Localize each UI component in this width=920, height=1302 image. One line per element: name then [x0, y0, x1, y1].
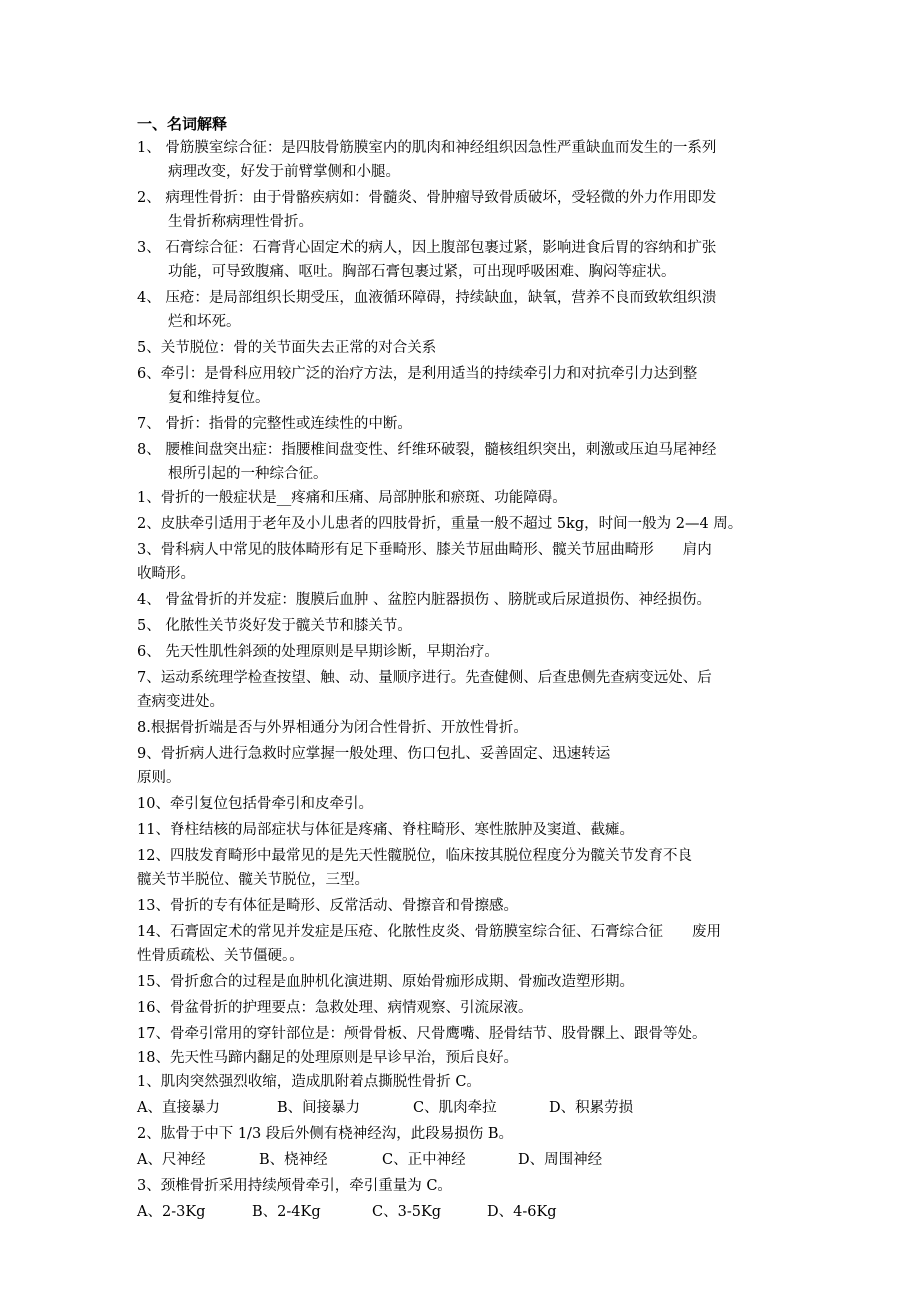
fill-in-continuation: 髋关节半脱位、髋关节脱位，三型。: [137, 872, 369, 888]
fill-in-continuation: 原则。: [137, 770, 181, 786]
option-b: B、2-4Kg: [252, 1204, 321, 1220]
definition-item: [137, 136, 785, 184]
definition-line: 1、 骨筋膜室综合征：是四肢骨筋膜室内的肌肉和神经组织因急性严重缺血而发生的一系列: [137, 140, 717, 156]
option-a: A、2-3Kg: [137, 1204, 206, 1220]
definition-line: 7、 骨折：指骨的完整性或连续性的中断。: [137, 416, 412, 432]
option-c: C、正中神经: [382, 1152, 466, 1168]
fill-in-item: [137, 742, 785, 790]
fill-in-item: [137, 970, 785, 994]
option-a: A、直接暴力: [137, 1100, 220, 1116]
definition-item: [137, 236, 785, 284]
definition-continuation: 病理改变，好发于前臂掌侧和小腿。: [168, 164, 400, 180]
definition-line: 8、 腰椎间盘突出症：指腰椎间盘变性、纤维环破裂，髓核组织突出，刺激或压迫马尾神经: [137, 442, 717, 458]
fill-in-line: 8.根据骨折端是否与外界相通分为闭合性骨折、开放性骨折。: [137, 720, 528, 736]
definition-line: 2、 病理性骨折：由于骨骼疾病如：骨髓炎、骨肿瘤导致骨质破坏，受轻微的外力作用即发: [137, 190, 717, 206]
question-text: 2、肱骨于中下 1/3 段后外侧有桡神经沟，此段易损伤 B。: [137, 1126, 514, 1142]
section-heading: 一、名词解释: [137, 115, 228, 133]
definition-item: [137, 438, 785, 486]
definition-item: [137, 362, 785, 410]
fill-in-line: 6、 先天性肌性斜颈的处理原则是早期诊断，早期治疗。: [137, 644, 499, 660]
fill-in-item: [137, 1022, 785, 1046]
fill-in-line: 2、皮肤牵引适用于老年及小儿患者的四肢骨折，重量一般不超过 5kg，时间一般为 2—4 周。: [137, 516, 743, 532]
fill-in-item: [137, 792, 785, 816]
options-row: [137, 1096, 785, 1120]
fill-in-line: 15、骨折愈合的过程是血肿机化演进期、原始骨痂形成期、骨痂改造塑形期。: [137, 974, 634, 990]
fill-in-item: [137, 716, 785, 740]
option-c: C、3-5Kg: [372, 1204, 442, 1220]
option-d: D、周围神经: [518, 1152, 603, 1168]
definition-line: 4、 压疮：是局部组织长期受压，血液循环障碍，持续缺血，缺氧，营养不良而致软组织溃: [137, 290, 717, 306]
fill-in-line: 3、骨科病人中常见的肢体畸形有足下垂畸形、膝关节屈曲畸形、髋关节屈曲畸形 肩内: [137, 542, 712, 558]
fill-in-line: 4、 骨盆骨折的并发症：腹膜后血肿 、盆腔内脏器损伤 、膀胱或后尿道损伤、神经损伤。: [137, 592, 712, 608]
definitions-list: [137, 136, 785, 486]
fill-in-line: 14、石膏固定术的常见并发症是压疮、化脓性皮炎、骨筋膜室综合征、石膏综合征 废用: [137, 924, 721, 940]
fill-in-line: 11、脊柱结核的局部症状与体征是疼痛、脊柱畸形、寒性脓肿及窦道、截瘫。: [137, 822, 634, 838]
option-d: D、积累劳损: [549, 1100, 634, 1116]
fill-in-continuation: 收畸形。: [137, 566, 195, 582]
fill-in-line: 9、骨折病人进行急救时应掌握一般处理、伤口包扎、妥善固定、迅速转运: [137, 746, 611, 762]
definition-line: 6、牵引：是骨科应用较广泛的治疗方法，是利用适当的持续牵引力和对抗牵引力达到整: [137, 366, 698, 382]
definition-continuation: 根所引起的一种综合征。: [168, 466, 328, 482]
options-row: [137, 1148, 785, 1172]
definition-line: 5、关节脱位：骨的关节面失去正常的对合关系: [137, 340, 437, 356]
fill-in-line: 5、 化脓性关节炎好发于髋关节和膝关节。: [137, 618, 412, 634]
fill-in-item: [137, 844, 785, 892]
choice-list: [137, 1070, 785, 1224]
fill-in-item: [137, 894, 785, 918]
fill-in-line: 7、运动系统理学检查按望、触、动、量顺序进行。先查健侧、后查患侧先查病变远处、后: [137, 670, 712, 686]
question-text: 3、颈椎骨折采用持续颅骨牵引，牵引重量为 C。: [137, 1178, 452, 1194]
fill-in-line: 17、骨牵引常用的穿针部位是：颅骨骨板、尺骨鹰嘴、胫骨结节、股骨髁上、跟骨等处。: [137, 1026, 707, 1042]
definition-continuation: 复和维持复位。: [168, 390, 270, 406]
fill-in-line: 16、骨盆骨折的护理要点：急救处理、病情观察、引流尿液。: [137, 1000, 533, 1016]
fill-in-line: 12、四肢发育畸形中最常见的是先天性髋脱位，临床按其脱位程度分为髋关节发育不良: [137, 848, 692, 864]
option-b: B、间接暴力: [277, 1100, 361, 1116]
definition-continuation: 烂和坏死。: [168, 314, 241, 330]
fill-in-line: 10、牵引复位包括骨牵引和皮牵引。: [137, 796, 373, 812]
option-c: C、肌肉牵拉: [413, 1100, 497, 1116]
fill-in-item: [137, 666, 785, 714]
fill-in-item: [137, 486, 785, 510]
option-a: A、尺神经: [137, 1152, 206, 1168]
fill-in-item: [137, 996, 785, 1020]
fill-in-item: [137, 640, 785, 664]
fill-in-item: [137, 538, 785, 586]
fill-in-item: [137, 920, 785, 968]
definition-continuation: 功能，可导致腹痛、呕吐。胸部石膏包裹过紧，可出现呼吸困难、胸闷等症状。: [168, 264, 676, 280]
fill-in-line: 18、先天性马蹄内翻足的处理原则是早诊早治，预后良好。: [137, 1050, 518, 1066]
fill-in-item: [137, 588, 785, 612]
fill-in-list: [137, 486, 785, 1070]
choice-question: [137, 1070, 785, 1120]
fill-in-line: 1、骨折的一般症状是__疼痛和压痛、局部肿胀和瘀斑、功能障碍。: [137, 490, 567, 506]
fill-in-item: [137, 512, 785, 536]
fill-in-item: [137, 818, 785, 842]
fill-in-continuation: 查病变进处。: [137, 694, 224, 710]
fill-in-line: 13、骨折的专有体征是畸形、反常活动、骨擦音和骨擦感。: [137, 898, 518, 914]
definition-item: [137, 336, 785, 360]
choice-question: [137, 1174, 785, 1224]
option-d: D、4-6Kg: [487, 1204, 557, 1220]
fill-in-continuation: 性骨质疏松、关节僵硬。。: [137, 948, 304, 964]
option-b: B、桡神经: [259, 1152, 328, 1168]
definition-item: [137, 186, 785, 234]
definition-continuation: 生骨折称病理性骨折。: [168, 214, 313, 230]
definition-item: [137, 286, 785, 334]
question-text: 1、肌肉突然强烈收缩，造成肌附着点撕脱性骨折 C。: [137, 1074, 481, 1090]
fill-in-item: [137, 1046, 785, 1070]
definition-item: [137, 412, 785, 436]
choice-question: [137, 1122, 785, 1172]
fill-in-item: [137, 614, 785, 638]
document-page: [137, 112, 785, 1224]
options-row: [137, 1200, 785, 1224]
definition-line: 3、 石膏综合征：石膏背心固定术的病人，因上腹部包裹过紧，影响进食后胃的容纳和扩张: [137, 240, 717, 256]
